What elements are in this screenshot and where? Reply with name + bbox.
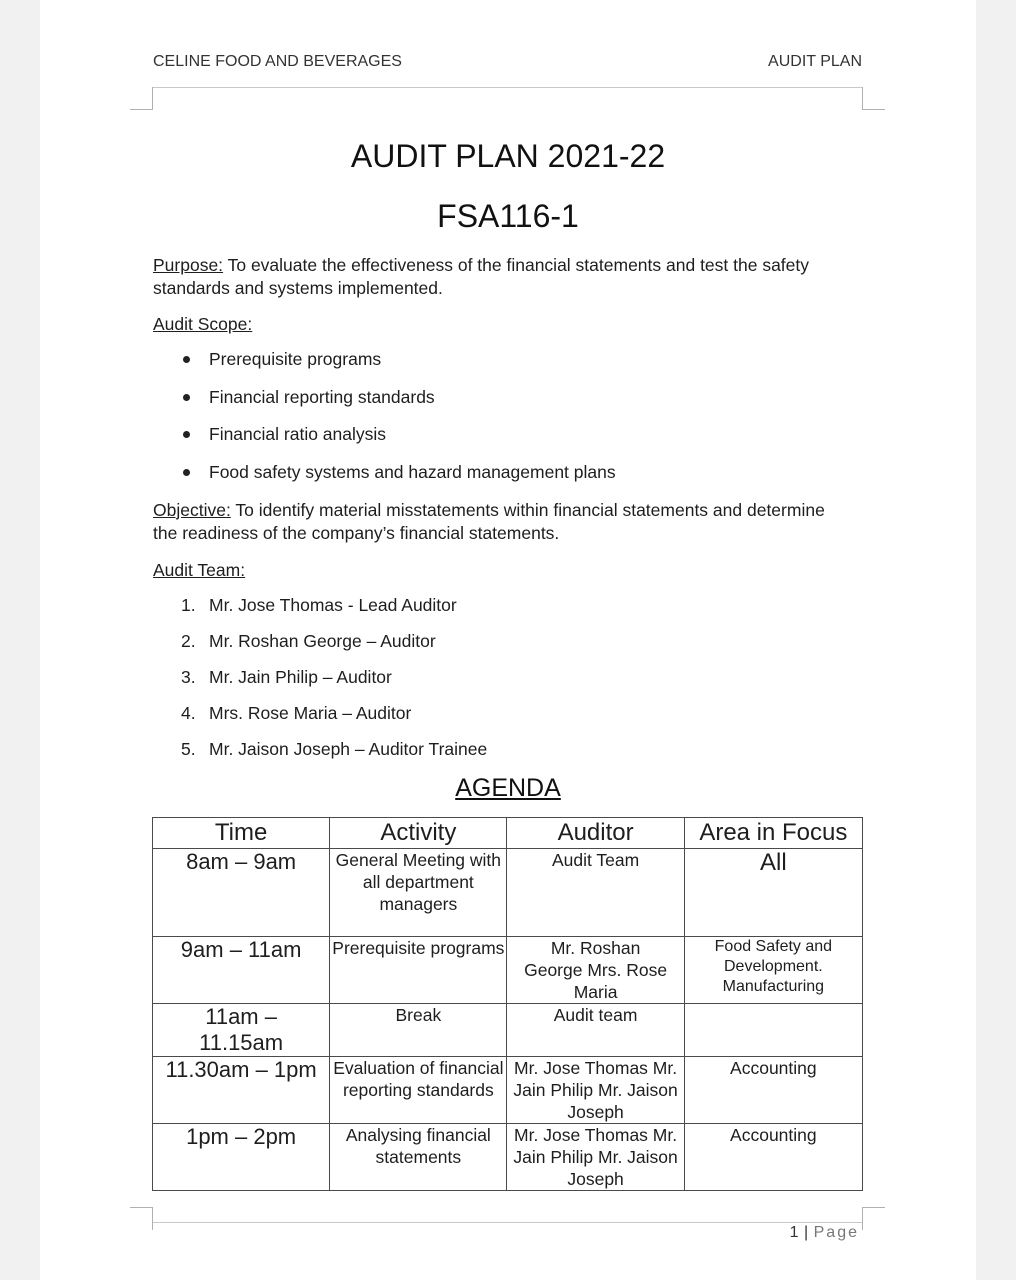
objective-text: To identify material misstatements within financial statements and determine the readiness of the company’s financial statements. [153,500,825,543]
time-cell: 11am – 11.15am [153,1004,330,1057]
header-doc-type: AUDIT PLAN [768,53,862,70]
list-item: 1. Mr. Jose Thomas - Lead Auditor [181,595,457,615]
objective-label: Objective: [153,500,231,520]
table-row [153,937,863,1004]
page-number: 1 [789,1224,800,1241]
bullet-icon [183,469,190,476]
margin-corner-top-right [862,87,885,110]
header-company: CELINE FOOD AND BEVERAGES [153,53,402,70]
list-item: Food safety systems and hazard management plans [153,462,616,500]
time-cell: 11.30am – 1pm [153,1057,330,1124]
objective-section [153,499,853,545]
table-row [153,1124,863,1191]
area-cell: All [684,849,862,937]
auditor-cell: Audit Team [507,849,684,937]
list-item: Financial ratio analysis [153,424,616,462]
time-cell: 9am – 11am [153,937,330,1004]
team-section [153,559,853,582]
margin-corner-bottom-left [130,1207,153,1230]
margin-corner-top-left [130,87,153,110]
purpose-label: Purpose: [153,255,224,275]
column-header: Area in Focus [684,818,862,849]
area-cell: Accounting [684,1057,862,1124]
purpose-text: To evaluate the effectiveness of the financial statements and test the safety standards and systems implemented. [153,255,810,298]
document-page [40,0,976,1280]
agenda-table [152,817,863,1191]
scope-list [153,349,616,500]
list-item: 5. Mr. Jaison Joseph – Auditor Trainee [181,739,488,759]
table-row [153,1057,863,1124]
bullet-icon [183,431,190,438]
scope-section [153,313,853,336]
column-header: Activity [330,818,507,849]
list-item: 4. Mrs. Rose Maria – Auditor [181,703,412,723]
column-header: Time [153,818,330,849]
document-code: FSA116-1 [437,198,579,234]
scope-label: Audit Scope: [153,314,253,334]
team-label: Audit Team: [153,560,246,580]
footer-divider [153,1222,862,1223]
column-header: Auditor [507,818,684,849]
table-header-row [153,818,863,849]
time-cell: 1pm – 2pm [153,1124,330,1191]
table-row [153,849,863,937]
page-footer: 1 | Page [789,1224,859,1241]
activity-cell: General Meeting with all department managers [330,849,507,937]
bullet-icon [183,356,190,363]
agenda-title: AGENDA [455,774,561,802]
activity-cell: Evaluation of financial reporting standards [330,1057,507,1124]
document-title: AUDIT PLAN 2021-22 [350,138,666,174]
auditor-cell: Audit team [507,1004,684,1057]
table-row [153,1004,863,1057]
list-item: Financial reporting standards [153,387,616,425]
bullet-icon [183,394,190,401]
time-cell: 8am – 9am [153,849,330,937]
area-cell: Food Safety and Development. Manufacturing [684,937,862,1004]
activity-cell: Analysing financial statements [330,1124,507,1191]
area-cell [684,1004,862,1057]
auditor-cell: Mr. Jose Thomas Mr. Jain Philip Mr. Jaison Joseph [507,1124,684,1191]
header-divider [153,87,862,88]
activity-cell: Prerequisite programs [330,937,507,1004]
list-item: 3. Mr. Jain Philip – Auditor [181,667,392,687]
margin-corner-bottom-right [862,1207,885,1230]
list-item: 2. Mr. Roshan George – Auditor [181,631,436,651]
auditor-cell: Mr. Roshan George Mrs. Rose Maria [507,937,684,1004]
team-list [153,595,487,775]
activity-cell: Break [330,1004,507,1057]
auditor-cell: Mr. Jose Thomas Mr. Jain Philip Mr. Jaison Joseph [507,1057,684,1124]
page-label: Page [813,1224,859,1241]
area-cell: Accounting [684,1124,862,1191]
purpose-section [153,254,853,300]
list-item: Prerequisite programs [153,349,616,387]
